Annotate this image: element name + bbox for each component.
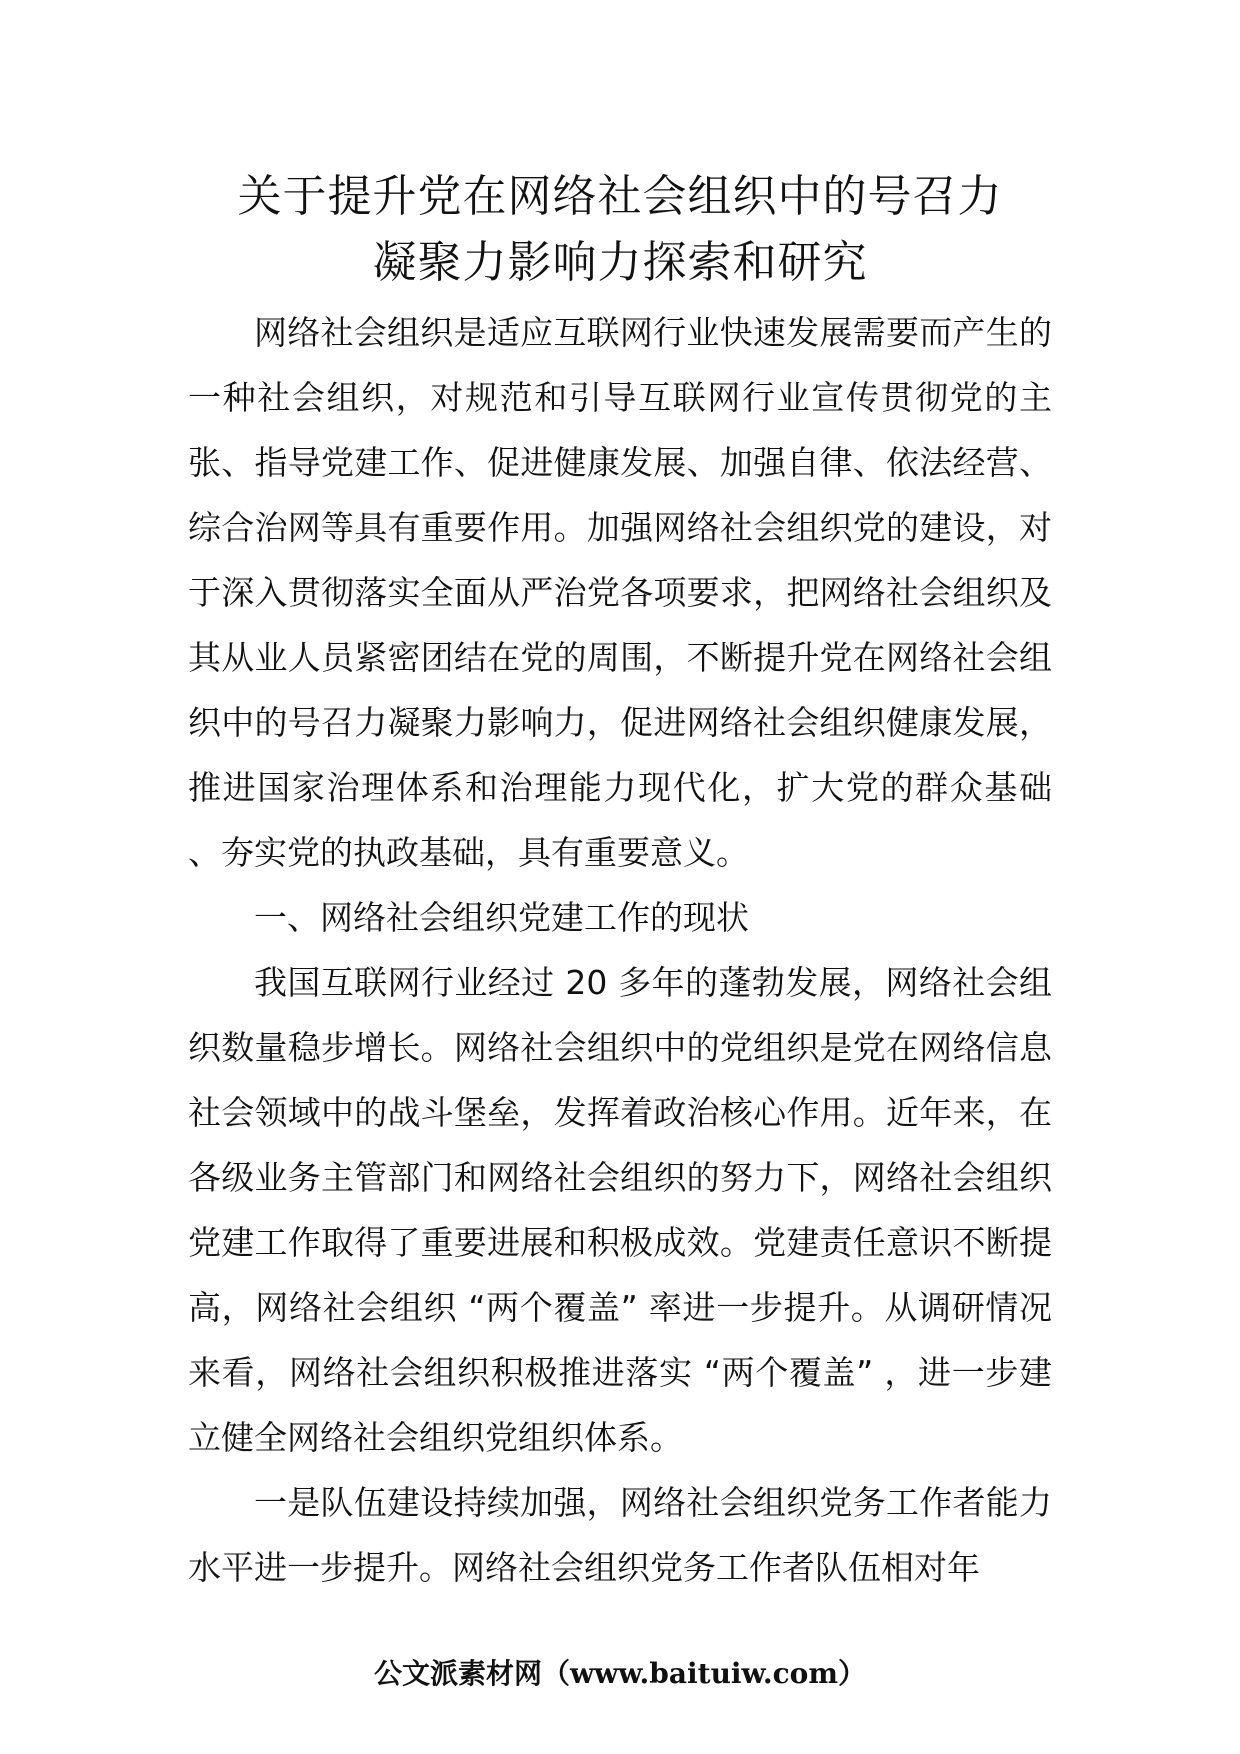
footer-watermark: 公文派素材网（www.baituiw.com）	[374, 1657, 866, 1690]
section-heading-1: 一、网络社会组织党建工作的现状	[254, 898, 749, 937]
document-title-line-1: 关于提升党在网络社会组织中的号召力	[237, 171, 1003, 222]
document-title-line-2: 凝聚力影响力探索和研究	[372, 237, 868, 288]
paragraph-status: 我国互联网行业经过 20 多年的蓬勃发展，网络社会组织数量稳步增长。网络社会组织中的党组织是党在网络信息社会领域中的战斗堡垒，发挥着政治核心作用。近年来，在各级业务主管部门和网络社会组织的努力下，网络社会组织党建工作取得了重要进展和积极成效。党建责任意识不断提高，网络社会组织 “两个覆盖” 率进一步提升。从调研情况来看，网络社会组织积极推进落实 “两个覆盖” ，进一步建立健全网络社会组织党组织体系。	[188, 963, 1052, 1457]
paragraph-team: 一是队伍建设持续加强，网络社会组织党务工作者能力水平进一步提升。网络社会组织党务工作者队伍相对年	[188, 1483, 1052, 1587]
paragraph-intro: 网络社会组织是适应互联网行业快速发展需要而产生的一种社会组织，对规范和引导互联网行业宣传贯彻党的主张、指导党建工作、促进健康发展、加强自律、依法经营、综合治网等具有重要作用。加强网络社会组织党的建设，对于深入贯彻落实全面从严治党各项要求，把网络社会组织及其从业人员紧密团结在党的周围，不断提升党在网络社会组织中的号召力凝聚力影响力，促进网络社会组织健康发展，推进国家治理体系和治理能力现代化，扩大党的群众基础 、夯实党的执政基础，具有重要意义。	[188, 313, 1052, 872]
document-body	[188, 300, 1052, 1600]
